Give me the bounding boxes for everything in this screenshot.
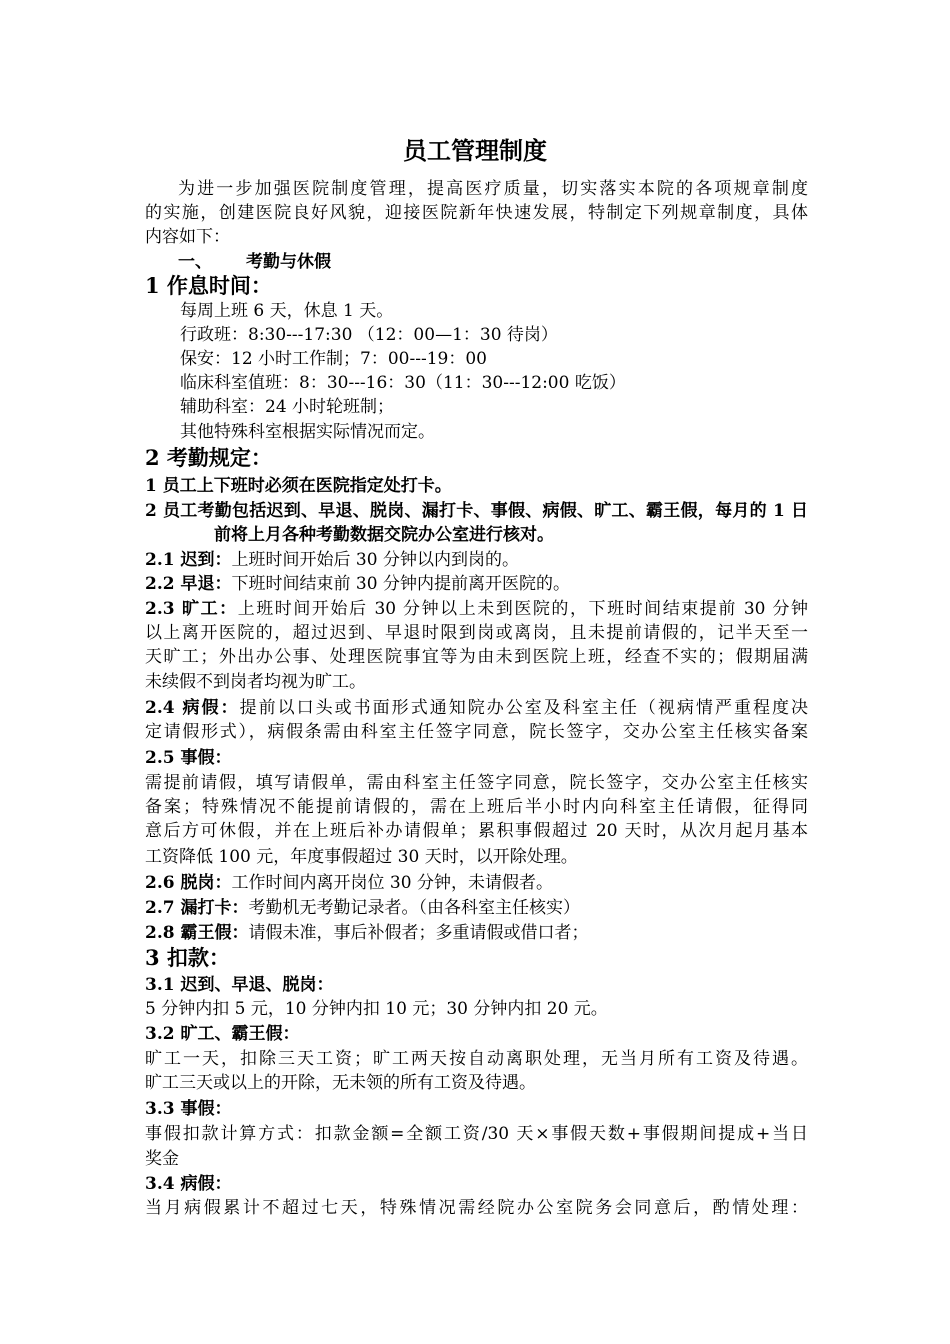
item-3-2-label: 3.2 旷工、霸王假：: [145, 1024, 300, 1044]
item-3-1-label: 3.1 迟到、早退、脱岗：: [145, 975, 334, 995]
item-3-3-line: 事假扣款计算方式：扣款金额=全额工资/30 天×事假天数+事假期间提成+当日: [145, 1124, 808, 1144]
item-2-5-line: 意后方可休假，并在上班后补办请假单；累积事假超过 20 天时，从次月起月基本: [145, 821, 808, 841]
item-label: 2.2 早退：: [145, 574, 232, 594]
item-text: 工作时间内离开岗位 30 分钟，未请假者。: [231, 873, 553, 893]
item-text: 请假未准，事后补假者；多重请假或借口者；: [248, 923, 589, 943]
item-text: 考勤机无考勤记录者。（由各科室主任核实）: [248, 898, 580, 918]
item-text: 上班时间开始后 30 分钟以内到岗的。: [231, 550, 519, 570]
item-2-4-line: 定请假形式），病假条需由科室主任签字同意，院长签字，交办公室主任核实备案: [145, 722, 808, 742]
section-title: 考勤与休假: [246, 252, 331, 272]
item-2-5-label: 2.5 事假：: [145, 748, 232, 768]
item-2-4: [145, 696, 808, 720]
schedule-item: 行政班：8:30---17:30 （12：00—1：30 待岗）: [180, 325, 558, 345]
item-3-4-label: 3.4 病假：: [145, 1174, 232, 1194]
item-2-5-line: 备案；特殊情况不能提前请假的，需在上班后半小时内向科室主任请假，征得同: [145, 797, 808, 817]
schedule-item: 临床科室值班：8：30---16：30（11：30---12:00 吃饭）: [180, 373, 626, 393]
item-2-7: [145, 896, 580, 920]
item-2-1: [145, 548, 519, 572]
rule-1: 1 员工上下班时必须在医院指定处打卡。: [145, 476, 452, 496]
item-2-2: [145, 572, 570, 596]
item-text: 提前以口头或书面形式通知院办公室及科室主任（视病情严重程度决: [239, 698, 809, 718]
item-2-3: [145, 597, 808, 621]
schedule-item: 辅助科室：24 小时轮班制；: [180, 397, 395, 417]
item-2-3-line: 未续假不到岗者均视为旷工。: [145, 672, 366, 692]
item-text: 下班时间结束前 30 分钟内提前离开医院的。: [231, 574, 570, 594]
item-label: 2.7 漏打卡：: [145, 898, 249, 918]
schedule-item: 每周上班 6 天，休息 1 天。: [180, 301, 394, 321]
heading-work-hours: 1 作息时间：: [145, 273, 272, 298]
item-2-3-line: 以上离开医院的，超过迟到、早退时限到岗或离岗，且未提前请假的，记半天至一: [145, 623, 808, 643]
rule-2-line-2: 前将上月各种考勤数据交院办公室进行核对。: [214, 525, 554, 545]
item-2-6: [145, 871, 553, 895]
rule-2-line-1: 2 员工考勤包括迟到、早退、脱岗、漏打卡、事假、病假、旷工、霸王假，每月的 1 日: [145, 501, 808, 521]
heading-attendance: 2 考勤规定：: [145, 445, 272, 470]
section-number: 一、: [178, 252, 212, 272]
page-title: 员工管理制度: [403, 136, 547, 165]
item-2-5-line: 需提前请假，填写请假单，需由科室主任签字同意，院长签字，交办公室主任核实: [145, 773, 808, 793]
item-3-1-text: 5 分钟内扣 5 元，10 分钟内扣 10 元；30 分钟内扣 20 元。: [145, 999, 608, 1019]
item-label: 2.4 病假：: [145, 698, 240, 718]
item-2-5-line: 工资降低 100 元，年度事假超过 30 天时，以开除处理。: [145, 847, 578, 867]
item-3-3-label: 3.3 事假：: [145, 1099, 232, 1119]
item-3-2-line: 旷工三天或以上的开除，无未领的所有工资及待遇。: [145, 1073, 536, 1093]
item-label: 2.1 迟到：: [145, 550, 232, 570]
item-2-3-line: 天旷工；外出办公事、处理医院事宜等为由未到医院上班，经查不实的；假期届满: [145, 647, 808, 667]
heading-deductions: 3 扣款：: [145, 945, 230, 970]
item-label: 2.6 脱岗：: [145, 873, 232, 893]
intro-line-2: 的实施，创建医院良好风貌，迎接医院新年快速发展，特制定下列规章制度，具体: [145, 203, 808, 223]
item-3-2-line: 旷工一天，扣除三天工资；旷工两天按自动离职处理，无当月所有工资及待遇。: [145, 1049, 808, 1069]
intro-line-3: 内容如下：: [145, 227, 230, 247]
intro-line-1: 为进一步加强医院制度管理，提高医疗质量，切实落实本院的各项规章制度: [178, 179, 808, 199]
item-3-3-line: 奖金: [145, 1149, 179, 1169]
item-text: 上班时间开始后 30 分钟以上未到医院的，下班时间结束提前 30 分钟: [237, 599, 808, 619]
item-2-8: [145, 921, 589, 945]
item-3-4-text: 当月病假累计不超过七天，特殊情况需经院办公室院务会同意后，酌情处理：: [145, 1198, 808, 1218]
schedule-item: 保安：12 小时工作制；7：00---19：00: [180, 349, 487, 369]
item-label: 2.8 霸王假：: [145, 923, 249, 943]
item-label: 2.3 旷工：: [145, 599, 238, 619]
schedule-item: 其他特殊科室根据实际情况而定。: [180, 422, 435, 442]
